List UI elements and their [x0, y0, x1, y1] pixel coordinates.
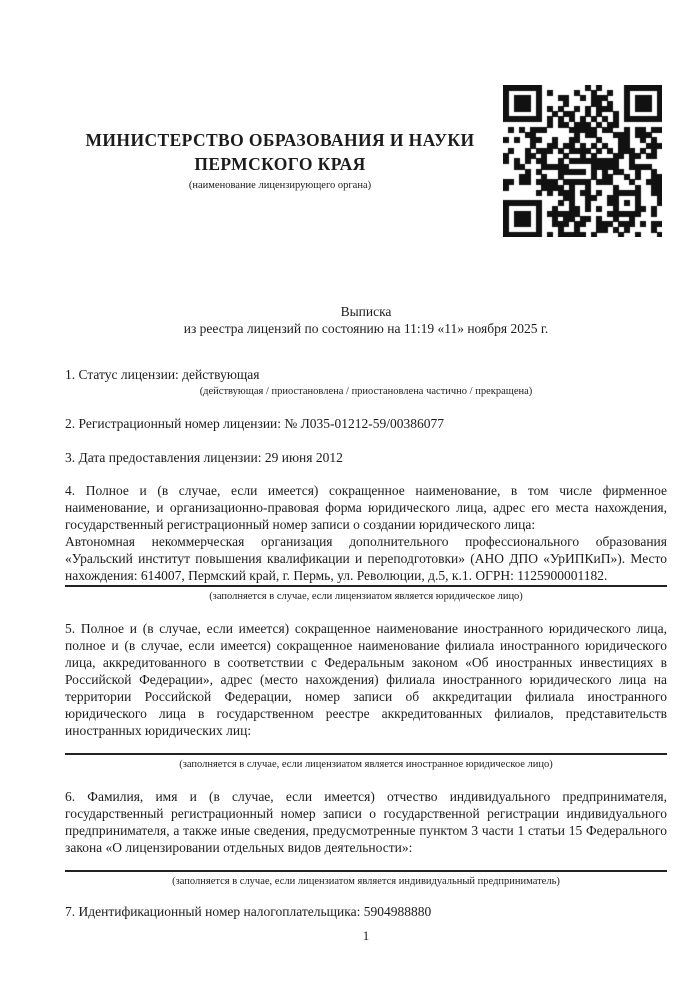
fill-in-line	[65, 585, 667, 587]
item-registration-number	[65, 415, 667, 432]
document-body	[65, 300, 667, 920]
ministry-name-line2: ПЕРМСКОГО КРАЯ	[194, 154, 366, 174]
item-5-caption: (заполняется в случае, если лицензиатом является иностранное юридическое лицо)	[179, 759, 553, 770]
document-title-line1: Выписка	[340, 304, 392, 319]
item-foreign-legal-entity	[65, 620, 667, 771]
item-7-text: 7. Идентификационный номер налогоплательщика: 5904988880	[65, 904, 432, 919]
item-6-caption: (заполняется в случае, если лицензиатом является индивидуальный предприниматель)	[172, 876, 560, 887]
item-taxpayer-number	[65, 903, 667, 920]
item-3-text: 3. Дата предоставления лицензии: 29 июня 2012	[65, 450, 343, 465]
qr-code-icon	[503, 85, 662, 237]
item-4-caption: (заполняется в случае, если лицензиатом является юридическое лицо)	[209, 591, 523, 602]
fill-in-line	[65, 870, 667, 872]
document-title-line2: из реестра лицензий по состоянию на 11:19 «11» ноября 2025 г.	[183, 321, 549, 336]
ministry-name-line1: МИНИСТЕРСТВО ОБРАЗОВАНИЯ И НАУКИ	[85, 130, 475, 150]
item-legal-entity	[65, 482, 667, 603]
ministry-name-caption: (наименование лицензирующего органа)	[188, 180, 372, 191]
item-4-value: Автономная некоммерческая организация дополнительного профессионального образования «Уральский институт повышения квалификации и переподготовки» (АНО ДПО «УрИПКиП»). Место нахождения: 614007, Пермский край, г. Пермь, ул. Революции, д.5, к.1. ОГРН: 1125900001182.	[65, 534, 667, 583]
item-4-label: 4. Полное и (в случае, если имеется) сокращенное наименование, в том числе фирменное наименование, и организационно-правовая форма юридического лица, адрес его места нахождения, государственный регистрационный номер записи о создании юридического лица:	[65, 483, 667, 532]
licensing-authority-header	[65, 128, 495, 193]
item-individual-entrepreneur	[65, 788, 667, 888]
item-2-text: 2. Регистрационный номер лицензии: № Л035-01212-59/00386077	[65, 416, 445, 431]
item-1-text: 1. Статус лицензии: действующая	[65, 367, 260, 382]
item-license-date	[65, 449, 667, 466]
item-1-caption: (действующая / приостановлена / приостановлена частично / прекращена)	[199, 386, 533, 397]
page-number: 1	[362, 928, 370, 943]
item-6-label: 6. Фамилия, имя и (в случае, если имеется) отчество индивидуального предпринимателя, государственный регистрационный номер записи о государственной регистрации индивидуального предпринимателя, а также иные сведения, предусмотренные пунктом 3 части 1 статьи 15 Федерального закона «О лицензировании отдельных видов деятельности»:	[65, 789, 667, 855]
item-5-label: 5. Полное и (в случае, если имеется) сокращенное наименование иностранного юридического лица, полное и (в случае, если имеется) сокращенное наименование филиала иностранного юридического лица, аккредитованного в соответствии с Федеральным законом «Об иностранных инвестициях в Российской Федерации», адрес (место нахождения) филиала иностранного юридического лица на территории Российской Федерации, номер записи об аккредитации филиала иностранного юридического лица в государственном реестре аккредитованных филиалов, представительств иностранных юридических лиц:	[65, 621, 667, 738]
item-license-status	[65, 366, 667, 398]
fill-in-line	[65, 753, 667, 755]
document-title	[65, 303, 667, 337]
